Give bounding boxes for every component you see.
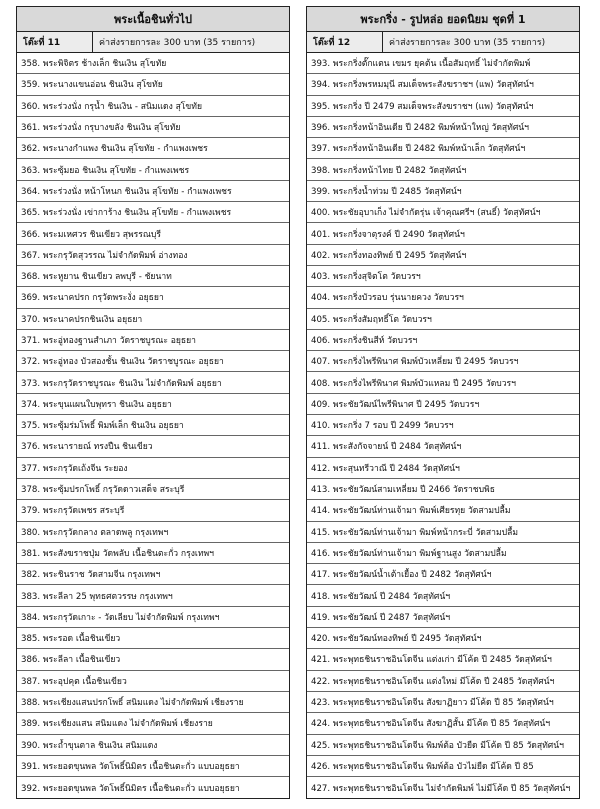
list-item: 410. พระกริ่ง 7 รอบ ปี 2499 วัดบวรฯ	[307, 415, 579, 436]
right-entry-fee: ค่าส่งรายการละ 300 บาท (35 รายการ)	[389, 38, 546, 48]
list-item: 381. พระสังฆราชปุ่ม วัดพลับ เนื้อชินตะกั่ว กรุงเทพฯ	[17, 543, 289, 564]
left-table-title: พระเนื้อชินทั่วไป	[17, 7, 289, 32]
list-item: 407. พระกริ่งไพรีพินาศ พิมพ์บัวเหลี่ยม ปี 2495 วัดบวรฯ	[307, 351, 579, 372]
list-item: 423. พระพุทธชินราชอินโดจีน สังฆาฏิยาว มีโค้ด ปี 85 วัดสุทัศน์ฯ	[307, 692, 579, 713]
list-item: 360. พระร่วงนั่ง กรุน้ำ ชินเงิน - สนิมแดง สุโขทัย	[17, 96, 289, 117]
list-item: 375. พระซุ้มร่มโพธิ์ พิมพ์เล็ก ชินเงิน อยุธยา	[17, 415, 289, 436]
list-item: 397. พระกริ่งหน้าอินเดีย ปี 2482 พิมพ์หน้าเล็ก วัดสุทัศน์ฯ	[307, 138, 579, 159]
list-item: 383. พระลีลา 25 พุทธศตวรรษ กรุงเทพฯ	[17, 585, 289, 606]
list-item: 391. พระยอดขุนพล วัดโพธิ์นิมิตร เนื้อชินตะกั่ว แบบอยุธยา	[17, 756, 289, 777]
left-lot-number: โต๊ะที่ 11	[17, 32, 93, 52]
list-item: 400. พระชัยอุบาเก็ง ไม่จำกัดรุ่น เจ้าคุณศรีฯ (สนธิ์) วัดสุทัศน์ฯ	[307, 202, 579, 223]
list-item: 364. พระร่วงนั่ง หน้าโหนก ชินเงิน สุโขทัย - กำแพงเพชร	[17, 181, 289, 202]
left-entry-fee: ค่าส่งรายการละ 300 บาท (35 รายการ)	[99, 38, 256, 48]
list-item: 386. พระลีลา เนื้อชินเขียว	[17, 649, 289, 670]
list-item: 390. พระถ้ำขุนตาล ชินเงิน สนิมแดง	[17, 735, 289, 756]
list-item: 382. พระชินราช วัดสามจีน กรุงเทพฯ	[17, 564, 289, 585]
list-item: 416. พระชัยวัฒน์ท่านเจ้ามา พิมพ์ฐานสูง วัดสามปลื้ม	[307, 543, 579, 564]
right-catalog-table	[306, 6, 580, 799]
list-item: 401. พระกริ่งจาตุรงค์ ปี 2490 วัดสุทัศน์ฯ	[307, 223, 579, 244]
list-item: 389. พระเชียงแสน สนิมแดง ไม่จำกัดพิมพ์ เชียงราย	[17, 713, 289, 734]
list-item: 406. พระกริ่งชินสีห์ วัดบวรฯ	[307, 330, 579, 351]
list-item: 393. พระกริ่งตั๊กแตน เขมร ยุคต้น เนื้อสัมฤทธิ์ ไม่จำกัดพิมพ์	[307, 53, 579, 74]
list-item: 394. พระกริ่งพรหมมุนี สมเด็จพระสังฆราชฯ (แพ) วัดสุทัศน์ฯ	[307, 74, 579, 95]
list-item: 411. พระสังกัจจายน์ ปี 2484 วัดสุทัศน์ฯ	[307, 436, 579, 457]
list-item: 358. พระพิจิตร ช้างเล็ก ชินเงิน สุโขทัย	[17, 53, 289, 74]
list-item: 379. พระกรุวัดเพชร สระบุรี	[17, 500, 289, 521]
list-item: 363. พระซุ้มยอ ชินเงิน สุโขทัย - กำแพงเพชร	[17, 159, 289, 180]
list-item: 374. พระขุนแผนใบพุทรา ชินเงิน อยุธยา	[17, 394, 289, 415]
list-item: 366. พระมเหศวร ชินเขียว สุพรรณบุรี	[17, 223, 289, 244]
list-item: 380. พระกรุวัดกลาง ตลาดพลู กรุงเทพฯ	[17, 522, 289, 543]
list-item: 370. พระนาคปรกชินเงิน อยุธยา	[17, 309, 289, 330]
list-item: 415. พระชัยวัฒน์ท่านเจ้ามา พิมพ์หน้ากระบี่ วัดสามปลื้ม	[307, 522, 579, 543]
list-item: 365. พระร่วงนั่ง เข่าการ้าง ชินเงิน สุโขทัย - กำแพงเพชร	[17, 202, 289, 223]
list-item: 396. พระกริ่งหน้าอินเดีย ปี 2482 พิมพ์หน้าใหญ่ วัดสุทัศน์ฯ	[307, 117, 579, 138]
list-item: 395. พระกริ่ง ปี 2479 สมเด็จพระสังฆราชฯ (แพ) วัดสุทัศน์ฯ	[307, 96, 579, 117]
right-table-title: พระกริ่ง - รูปหล่อ ยอดนิยม ชุดที่ 1	[307, 7, 579, 32]
right-item-list	[307, 53, 579, 798]
list-item: 402. พระกริ่งทองทิพย์ ปี 2495 วัดสุทัศน์ฯ	[307, 245, 579, 266]
list-item: 377. พระกรุวัดเถ้งจีน ระยอง	[17, 458, 289, 479]
list-item: 388. พระเชียงแสนปรกโพธิ์ สนิมแดง ไม่จำกัดพิมพ์ เชียงราย	[17, 692, 289, 713]
list-item: 385. พระรอด เนื้อชินเขียว	[17, 628, 289, 649]
left-lot-bar	[17, 32, 289, 53]
list-item: 421. พระพุทธชินราชอินโดจีน แต่งเก่า มีโค้ด ปี 2485 วัดสุทัศน์ฯ	[307, 649, 579, 670]
list-item: 362. พระนางกำแพง ชินเงิน สุโขทัย - กำแพงเพชร	[17, 138, 289, 159]
list-item: 398. พระกริ่งหน้าไทย ปี 2482 วัดสุทัศน์ฯ	[307, 159, 579, 180]
list-item: 359. พระนางแขนอ่อน ชินเงิน สุโขทัย	[17, 74, 289, 95]
list-item: 373. พระกรุวัดราชบูรณะ ชินเงิน ไม่จำกัดพิมพ์ อยุธยา	[17, 372, 289, 393]
list-item: 422. พระพุทธชินราชอินโดจีน แต่งใหม่ มีโค้ด ปี 2485 วัดสุทัศน์ฯ	[307, 671, 579, 692]
list-item: 369. พระนาคปรก กรุวัดพระงั่ง อยุธยา	[17, 287, 289, 308]
list-item: 414. พระชัยวัฒน์ท่านเจ้ามา พิมพ์เศียรทุย วัดสามปลื้ม	[307, 500, 579, 521]
list-item: 409. พระชัยวัฒน์ไพรีพินาศ ปี 2495 วัดบวรฯ	[307, 394, 579, 415]
list-item: 420. พระชัยวัฒน์ทองทิพย์ ปี 2495 วัดสุทัศน์ฯ	[307, 628, 579, 649]
left-item-list	[17, 53, 289, 798]
list-item: 419. พระชัยวัฒน์ ปี 2487 วัดสุทัศน์ฯ	[307, 607, 579, 628]
list-item: 412. พระสุนทรีวาณี ปี 2484 วัดสุทัศน์ฯ	[307, 458, 579, 479]
list-item: 361. พระร่วงนั่ง กรุบางขลัง ชินเงิน สุโขทัย	[17, 117, 289, 138]
list-item: 371. พระอู่ทองฐานสำเภา วัดราชบูรณะ อยุธยา	[17, 330, 289, 351]
list-item: 425. พระพุทธชินราชอินโดจีน พิมพ์ต้อ บัวยืด มีโค้ด ปี 85 วัดสุทัศน์ฯ	[307, 735, 579, 756]
list-item: 413. พระชัยวัฒน์สามเหลี่ยม ปี 2466 วัดราชบพิธ	[307, 479, 579, 500]
list-item: 378. พระซุ้มปรกโพธิ์ กรุวัดดาวเสด็จ สระบุรี	[17, 479, 289, 500]
left-catalog-table	[16, 6, 290, 799]
list-item: 417. พระชัยวัฒน์น้ำเต้าเยื้อง ปี 2482 วัดสุทัศน์ฯ	[307, 564, 579, 585]
list-item: 404. พระกริ่งบัวรอบ รุ่นนายควง วัดบวรฯ	[307, 287, 579, 308]
list-item: 368. พระหูยาน ชินเขียว ลพบุรี - ชัยนาท	[17, 266, 289, 287]
list-item: 392. พระยอดขุนพล วัดโพธิ์นิมิตร เนื้อชินตะกั่ว แบบอยุธยา	[21, 783, 240, 794]
list-item: 387. พระอุปคุต เนื้อชินเขียว	[17, 671, 289, 692]
list-item: 403. พระกริ่งสุจิตโต วัดบวรฯ	[307, 266, 579, 287]
list-item: 376. พระนารายณ์ ทรงปืน ชินเขียว	[17, 436, 289, 457]
list-item: 372. พระอู่ทอง บัวสองชั้น ชินเงิน วัดราชบูรณะ อยุธยา	[17, 351, 289, 372]
list-item: 399. พระกริ่งน้ำท่วม ปี 2485 วัดสุทัศน์ฯ	[307, 181, 579, 202]
list-item: 424. พระพุทธชินราชอินโดจีน สังฆาฏิสั้น มีโค้ด ปี 85 วัดสุทัศน์ฯ	[307, 713, 579, 734]
list-item: 367. พระกรุวัดสุวรรณ ไม่จำกัดพิมพ์ อ่างทอง	[17, 245, 289, 266]
right-lot-number: โต๊ะที่ 12	[307, 32, 383, 52]
list-item: 405. พระกริ่งสัมฤทธิ์โต วัดบวรฯ	[307, 309, 579, 330]
list-item: 384. พระกรุวัดเกาะ - วัดเลียบ ไม่จำกัดพิมพ์ กรุงเทพฯ	[17, 607, 289, 628]
list-item: 427. พระพุทธชินราชอินโดจีน ไม่จำกัดพิมพ์ ไม่มีโค้ด ปี 85 วัดสุทัศน์ฯ	[311, 783, 571, 794]
list-item: 426. พระพุทธชินราชอินโดจีน พิมพ์ต้อ บัวไม่ยืด มีโค้ด ปี 85	[307, 756, 579, 777]
list-item: 418. พระชัยวัฒน์ ปี 2484 วัดสุทัศน์ฯ	[307, 585, 579, 606]
list-item: 408. พระกริ่งไพรีพินาศ พิมพ์บัวแหลม ปี 2495 วัดบวรฯ	[307, 372, 579, 393]
right-lot-bar	[307, 32, 579, 53]
